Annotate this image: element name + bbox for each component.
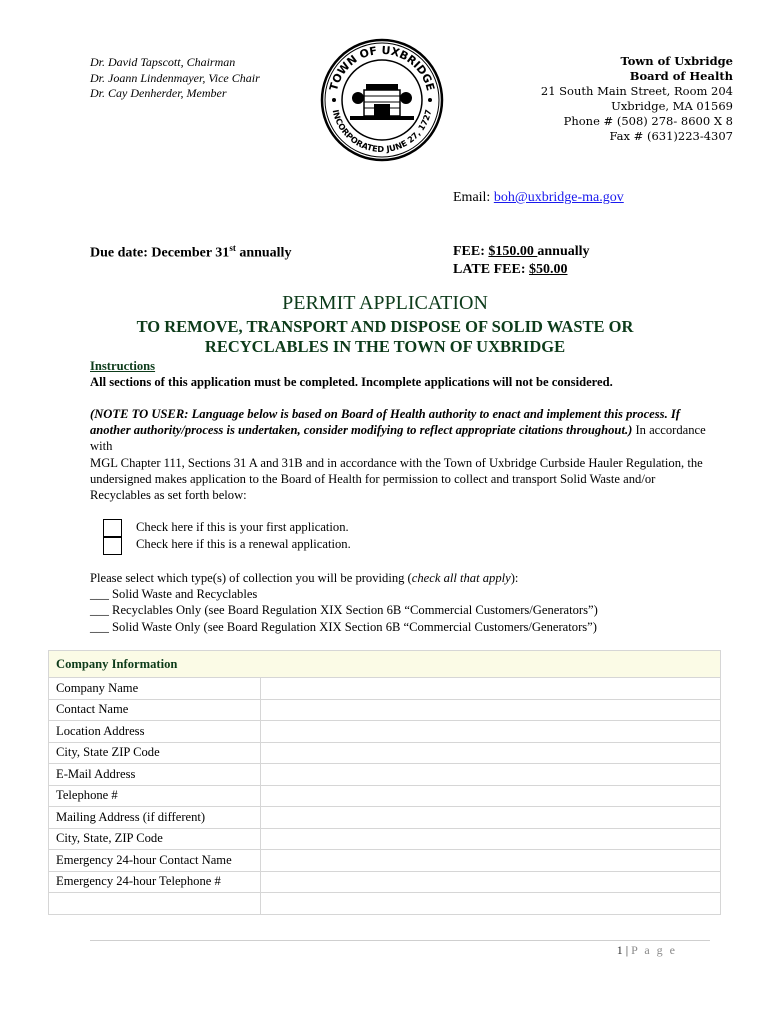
seal-graphic <box>320 38 444 162</box>
subtitle-line-2: RECYCLABLES IN THE TOWN OF UXBRIDGE <box>204 337 566 356</box>
fee-block <box>453 243 590 279</box>
due-date-suffix: annually <box>235 245 292 261</box>
instructions-text: All sections of this application must be completed. Incomplete applications will not be considered. <box>90 375 613 389</box>
email-link[interactable]: boh@uxbridge-ma.gov <box>493 190 624 205</box>
page-subtitle <box>0 317 770 357</box>
company-information-heading: Company Information <box>49 651 721 678</box>
town-seal <box>320 38 444 162</box>
table-row <box>49 785 721 807</box>
company-information-table <box>48 650 721 915</box>
fee-label: FEE: <box>453 244 489 259</box>
table-row <box>49 678 721 700</box>
table-row <box>49 828 721 850</box>
emergency-telephone-label: Emergency 24-hour Telephone # <box>49 871 261 893</box>
location-address-field[interactable] <box>261 721 721 743</box>
svg-text:TOWN OF UXBRIDGE: TOWN OF UXBRIDGE <box>327 43 437 93</box>
email-address-field[interactable] <box>261 764 721 786</box>
town-name: Town of Uxbridge <box>620 54 733 68</box>
note-mgl-text: MGL Chapter 111, Sections 31 A and 31B and in accordance with the Town of Uxbridge Curbside Hauler Regulation, the undersigned makes application to the Board of Health for permission to collect and transport Solid Waste and/or Recyclables as set forth below: <box>90 455 703 503</box>
late-fee-amount: $50.00 <box>528 262 568 277</box>
svg-text:INCORPORATED JUNE 27, 1727: INCORPORATED JUNE 27, 1727 <box>330 108 434 155</box>
collection-type-section <box>90 570 710 635</box>
fee-line <box>453 243 590 261</box>
mailing-city-state-zip-label: City, State, ZIP Code <box>49 828 261 850</box>
official-vice-chair: Dr. Joann Lindenmayer, Vice Chair <box>90 70 260 85</box>
note-paragraph <box>90 406 710 503</box>
email-address-label: E-Mail Address <box>49 764 261 786</box>
email-line <box>453 190 624 206</box>
company-name-label: Company Name <box>49 678 261 700</box>
renewal-application-checkbox[interactable] <box>103 537 122 555</box>
table-row <box>49 850 721 872</box>
due-date <box>90 243 291 262</box>
city-state-zip: Uxbridge, MA 01569 <box>611 99 733 113</box>
collection-prompt-italic: check all that apply <box>411 571 511 585</box>
table-row <box>49 699 721 721</box>
emergency-contact-label: Emergency 24-hour Contact Name <box>49 850 261 872</box>
due-date-sup: st <box>229 243 236 253</box>
page-word: P a g e <box>631 943 677 957</box>
contact-name-field[interactable] <box>261 699 721 721</box>
table-row <box>49 742 721 764</box>
collection-prompt <box>90 570 710 586</box>
footer-divider <box>90 940 710 941</box>
emergency-contact-field[interactable] <box>261 850 721 872</box>
first-application-checkbox[interactable] <box>103 519 122 537</box>
due-date-label: Due date: December 31 <box>90 245 230 261</box>
page-title: PERMIT APPLICATION <box>282 292 488 314</box>
table-row <box>49 807 721 829</box>
renewal-application-label: Check here if this is a renewal application. <box>136 537 351 551</box>
table-row <box>49 721 721 743</box>
fee-suffix: annually <box>537 244 590 259</box>
first-application-label: Check here if this is your first application. <box>136 520 349 534</box>
note-user-text: (NOTE TO USER: Language below is based on Board of Health authority to enact and implement this process. If another authority/process is undertaken, consider modifying to reflect appropriate citations throughout.) <box>90 407 680 438</box>
board-name: Board of Health <box>629 69 733 83</box>
board-contact-block <box>541 54 733 144</box>
fax-number: Fax # (631)223-4307 <box>609 129 733 143</box>
phone-number: Phone # (508) 278- 8600 X 8 <box>563 114 733 128</box>
table-row <box>49 764 721 786</box>
late-fee-label: LATE FEE: <box>453 262 529 277</box>
emergency-telephone-field[interactable] <box>261 871 721 893</box>
page-number-separator: | <box>622 943 632 957</box>
option-solid-waste-only[interactable]: ___ Solid Waste Only (see Board Regulation XIX Section 6B “Commercial Customers/Generators”) <box>90 619 597 634</box>
mailing-address-field[interactable] <box>261 807 721 829</box>
telephone-field[interactable] <box>261 785 721 807</box>
official-chairman: Dr. David Tapscott, Chairman <box>90 55 236 69</box>
option-solid-waste-and-recyclables[interactable]: ___ Solid Waste and Recyclables <box>90 587 258 602</box>
collection-prompt-end: ): <box>510 571 519 585</box>
page-number-value: 1 <box>616 943 623 957</box>
table-row <box>49 871 721 893</box>
company-name-field[interactable] <box>261 678 721 700</box>
mailing-city-state-zip-field[interactable] <box>261 828 721 850</box>
email-label: Email: <box>453 190 494 205</box>
blank-label-cell[interactable] <box>49 893 261 915</box>
official-member: Dr. Cay Denherder, Member <box>90 86 227 100</box>
collection-prompt-text: Please select which type(s) of collection you will be providing ( <box>90 571 412 585</box>
location-address-label: Location Address <box>49 721 261 743</box>
street-address: 21 South Main Street, Room 204 <box>540 84 733 98</box>
city-state-zip-label: City, State ZIP Code <box>49 742 261 764</box>
option-recyclables-only[interactable]: ___ Recyclables Only (see Board Regulation XIX Section 6B “Commercial Customers/Generators”) <box>90 603 598 618</box>
city-state-zip-field[interactable] <box>261 742 721 764</box>
fee-amount: $150.00 <box>488 244 538 259</box>
page-number <box>617 943 677 958</box>
instructions-heading: Instructions <box>90 359 156 373</box>
mailing-address-label: Mailing Address (if different) <box>49 807 261 829</box>
note-accordance: In accordance with <box>90 423 706 454</box>
officials-list <box>90 55 260 102</box>
late-fee-line <box>453 261 590 279</box>
contact-name-label: Contact Name <box>49 699 261 721</box>
table-row <box>49 893 721 915</box>
telephone-label: Telephone # <box>49 785 261 807</box>
blank-value-cell[interactable] <box>261 893 721 915</box>
subtitle-line-1: TO REMOVE, TRANSPORT AND DISPOSE OF SOLID WASTE OR <box>136 317 634 336</box>
